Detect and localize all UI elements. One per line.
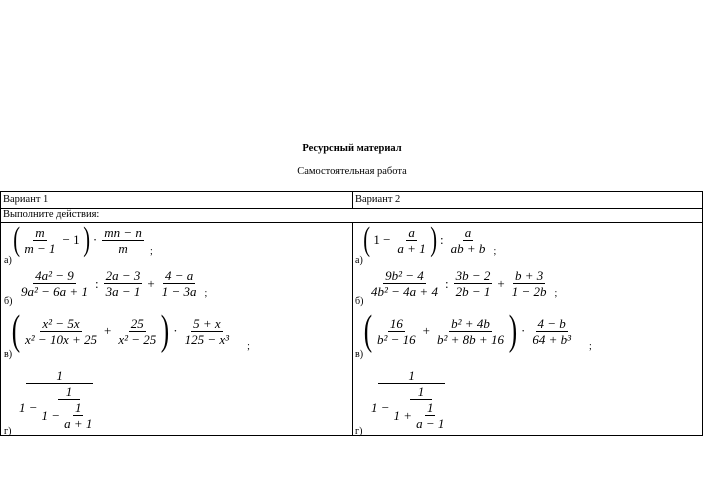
variant-2-header: Вариант 2 — [355, 194, 401, 205]
v1-expr-g: 1 1 − 1 1 − $\frac{1}{a + 1}$ — [19, 368, 93, 431]
v1-expr-a: ( $\frac{m}{m - 1}$ − 1 ) · $\frac{mn - n}{m}$ ; — [13, 221, 153, 258]
v1-label-a: а) — [4, 255, 12, 266]
page-subtitle: Самостоятельная работа — [297, 166, 407, 177]
v2-label-a: а) — [355, 255, 363, 266]
page-title: Ресурсный материал — [302, 143, 402, 154]
v2-expr-a: ( 1 − $\frac{a}{a + 1}$ ) : $\frac{a}{ab + b}$ ; — [363, 221, 497, 258]
instruction-text: Выполните действия: — [3, 209, 100, 220]
v2-label-g: г) — [355, 426, 363, 437]
v1-label-g: г) — [4, 426, 12, 437]
v1-expr-v: ( $\frac{\text{x² − 5x}}{\text{x² − 10x + 25}}$ + $\frac{25}{\text{x² − 25}}$ ) · $\frac{5 + x}{\text{125 − x³}}$ ; — [11, 308, 250, 354]
task-table — [0, 191, 703, 436]
v2-expr-v: ( $\frac{16}{\text{b² − 16}}$ + $\frac{\text{b² + 4b}}{\text{b² + 8b + 16}}$ ) · $\frac{4 - b}{\text{64 + b³}}$ ; — [363, 308, 592, 354]
v2-expr-g: 1 1 − 1 1 + $\frac{1}{a - 1}$ — [371, 368, 445, 431]
v1-label-b: б) — [4, 296, 13, 307]
v2-label-b: б) — [355, 296, 364, 307]
v2-label-v: в) — [355, 349, 364, 360]
variant-1-header: Вариант 1 — [3, 194, 49, 205]
v1-label-v: в) — [4, 349, 13, 360]
v2-expr-b: $\frac{\text{9b² − 4}}{\text{4b² − 4a + 4}}$ : $\frac{3b - 2}{2b - 1}$ + $\frac{b + 3}{1 - 2b}$ ; — [371, 268, 558, 299]
v1-expr-b: $\frac{\text{4a² − 9}}{\text{9a² − 6a + 1}}$ : $\frac{2a - 3}{3a - 1}$ + $\frac{4 - a}{1 - 3a}$ ; — [21, 268, 208, 299]
